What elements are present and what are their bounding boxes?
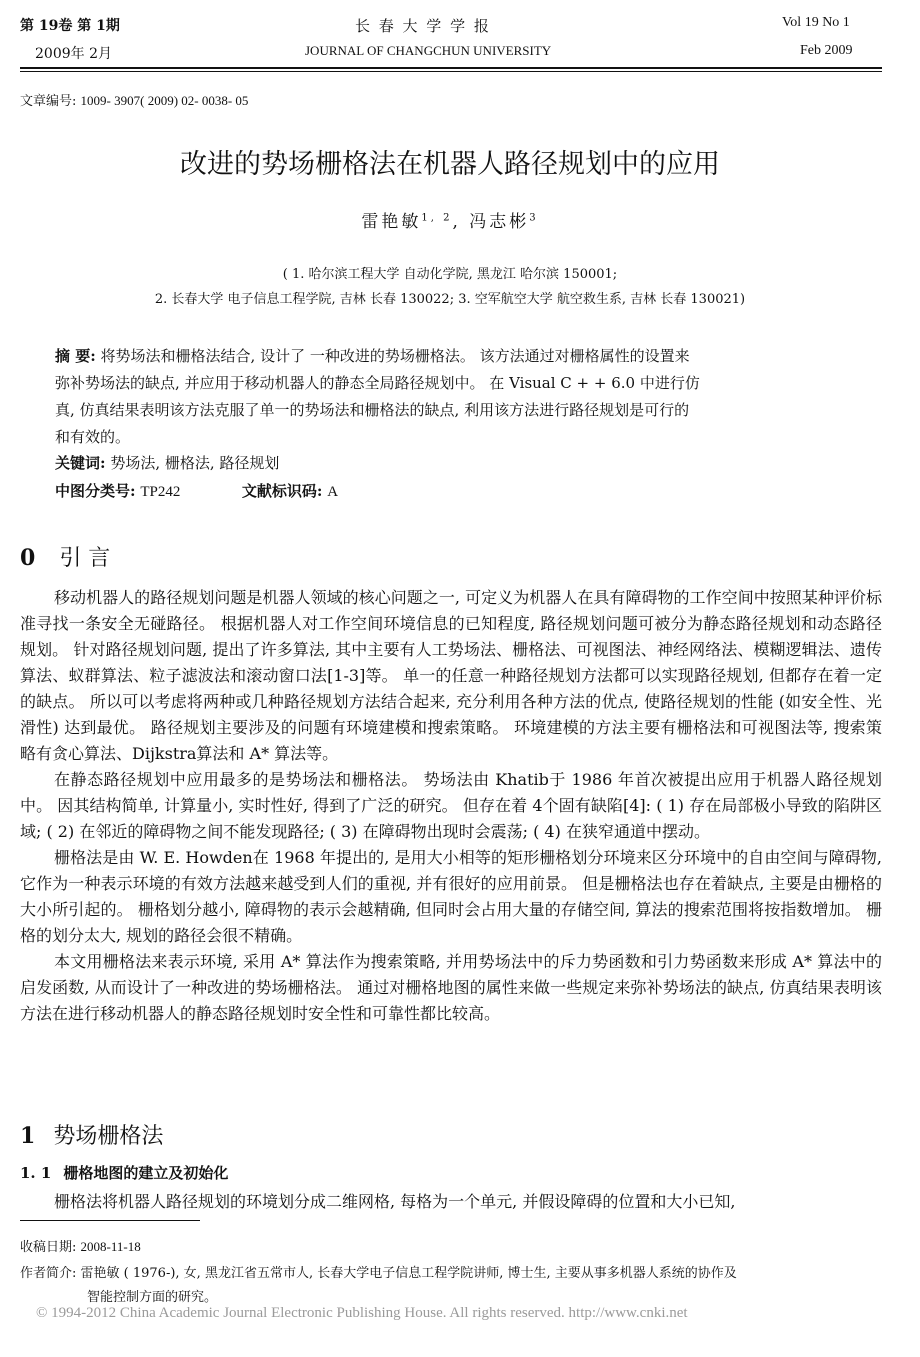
subsection-title: 栅格地图的建立及初始化: [63, 1164, 229, 1182]
paragraph: 在静态路径规划中应用最多的是势场法和栅格法。 势场法由 Khatib于 1986 年首次被提出应用于机器人路径规划中。 因其结构简单, 计算量小, 实时性好, 得到了广泛的研究。 但存在着 4个固有缺陷[4]: ( 1) 存在局部极小导致的陷阱区域; ( 2) 在邻近的障碍物之间不能发现路径; ( 3) 在障碍物出现时会震荡; ( 4) 在狭窄通道中摆动。: [20, 770, 882, 841]
affiliation-line-2: 2. 长春大学 电子信息工程学院, 吉林 长春 130022; 3. 空军航空大学 航空救生系, 吉林 长春 130021): [154, 292, 746, 307]
author-bio: [20, 1262, 737, 1281]
author-1: 雷艳敏: [361, 212, 422, 232]
doc-code-value: A: [327, 484, 339, 500]
paper-title: 改进的势场栅格法在机器人路径规划中的应用: [180, 149, 720, 180]
keywords-label: 关键词:: [55, 454, 106, 472]
keywords-value: 势场法, 栅格法, 路径规划: [110, 454, 280, 472]
article-id: 1009- 3907( 2009) 02- 0038- 05: [80, 93, 249, 108]
footnote-rule: [20, 1220, 200, 1221]
article-id-line: [20, 90, 248, 109]
subsection-number: 1. 1: [20, 1164, 52, 1182]
abstract-line: 弥补势场法的缺点, 并应用于移动机器人的静态全局路径规划中。 在 Visual C + + 6.0 中进行仿: [55, 374, 700, 392]
section-number: 1: [20, 1123, 36, 1149]
journal-title-cn: 长 春 大 学 学 报: [355, 17, 491, 35]
copyright-watermark: © 1994-2012 China Academic Journal Electronic Publishing House. All rights reserved. http://www.cnki.net: [36, 1305, 688, 1321]
author-separator: ,: [452, 212, 470, 232]
paragraph: 本文用栅格法来表示环境, 采用 A* 算法作为搜索策略, 并用势场法中的斥力势函数和引力势函数来形成 A* 算法中的启发函数, 从而设计了一种改进的势场栅格法。 通过对栅格地图的属性来做一些规定来弥补势场法的缺点, 仿真结果表明该方法在进行移动机器人的静态路径规划时安全性和可靠性都比较高。: [20, 952, 882, 1023]
header-rule-thin: [20, 71, 882, 72]
abstract-line: 将势场法和栅格法结合, 设计了 一种改进的势场栅格法。 该方法通过对栅格属性的设置来: [100, 347, 690, 365]
clc-value: TP242: [140, 484, 181, 500]
article-id-label: 文章编号:: [20, 94, 77, 109]
doc-code-label: 文献标识码:: [241, 482, 323, 500]
authors: [0, 207, 900, 232]
subsection-heading-1-1: [20, 1162, 228, 1183]
author-2-affil: 3: [529, 212, 539, 224]
paragraph: 栅格法是由 W. E. Howden在 1968 年提出的, 是用大小相等的矩形栅格划分环境来区分环境中的自由空间与障碍物, 它作为一种表示环境的有效方法越来越受到人们的重视, 并有很好的应用前景。 但是栅格法也存在着缺点, 主要是由栅格的大小所引起的。 栅格划分越小, 障碍物的表示会越精确, 但同时会占用大量的存储空间, 算法的搜索范围将按指数增加。 栅格的划分太大, 规划的路径会很不精确。: [20, 848, 882, 945]
abstract-line: 真, 仿真结果表明该方法克服了单一的势场法和栅格法的缺点, 利用该方法进行路径规划是可行的: [55, 401, 690, 419]
section-heading-1: [20, 1119, 163, 1150]
abstract-line: 和有效的。: [55, 428, 131, 446]
clc-label: 中图分类号:: [55, 482, 136, 500]
received-label: 收稿日期:: [20, 1240, 77, 1255]
bio-label: 作者简介:: [20, 1266, 77, 1281]
header-rule: [20, 67, 882, 69]
received-value: 2008-11-18: [80, 1239, 141, 1254]
abstract-label: 摘 要:: [55, 347, 96, 365]
section-title: 引 言: [59, 546, 111, 571]
volume-issue: 第 19卷 第 1期: [20, 18, 120, 34]
section-title: 势场栅格法: [53, 1124, 164, 1149]
author-1-affil: 1, 2: [421, 212, 453, 224]
section-heading-0: [20, 541, 110, 572]
abstract: [55, 343, 855, 451]
bio-text: 雷艳敏 ( 1976-), 女, 黑龙江省五常市人, 长春大学电子信息工程学院讲师, 博士生, 主要从事多机器人系统的协作及: [80, 1266, 737, 1281]
paragraph: 移动机器人的路径规划问题是机器人领域的核心问题之一, 可定义为机器人在具有障碍物的工作空间中按照某种评价标准寻找一条安全无碰路径。 根据机器人对工作空间环境信息的已知程度, 路径规划问题可被分为静态路径规划和动态路径规划。 针对路径规划问题, 提出了许多算法, 其中主要有人工势场法、栅格法、可视图法、神经网络法、模糊逻辑法、遗传算法、蚁群算法、粒子滤波法和滚动窗口法[1-3]等。 单一的任意一种路径规划方法都可以实现路径规划, 但都存在着一定的缺点。 所以可以考虑将两种或几种路径规划方法结合起来, 充分利用各种方法的优点, 使路径规划的性能 (如安全性、光滑性) 达到最优。 路径规划主要涉及的问题有环境建模和搜索策略。 环境建模的方法主要有栅格法和可视图法等, 搜索策略有贪心算法、Dijkstra算法和 A* 算法等。: [20, 588, 882, 763]
section-1-1-text: 栅格法将机器人路径规划的环境划分成二维网格, 每格为一个单元, 并假设障碍的位置和大小已知,: [54, 1192, 736, 1211]
issue-date: 2009年 2月: [35, 46, 112, 62]
journal-title-en: JOURNAL OF CHANGCHUN UNIVERSITY: [305, 43, 552, 58]
intro-body: [20, 585, 882, 1027]
date-en: Feb 2009: [800, 43, 853, 58]
affiliation-line-1: ( 1. 哈尔滨工程大学 自动化学院, 黑龙江 哈尔滨 150001;: [282, 267, 618, 282]
keywords: [55, 452, 279, 473]
classification: [55, 480, 338, 501]
volume-en: Vol 19 No 1: [782, 15, 850, 30]
author-bio-cont: 智能控制方面的研究。: [87, 1290, 218, 1305]
section-number: 0: [20, 545, 36, 571]
received-date: [20, 1236, 141, 1255]
author-2: 冯志彬: [469, 212, 530, 232]
